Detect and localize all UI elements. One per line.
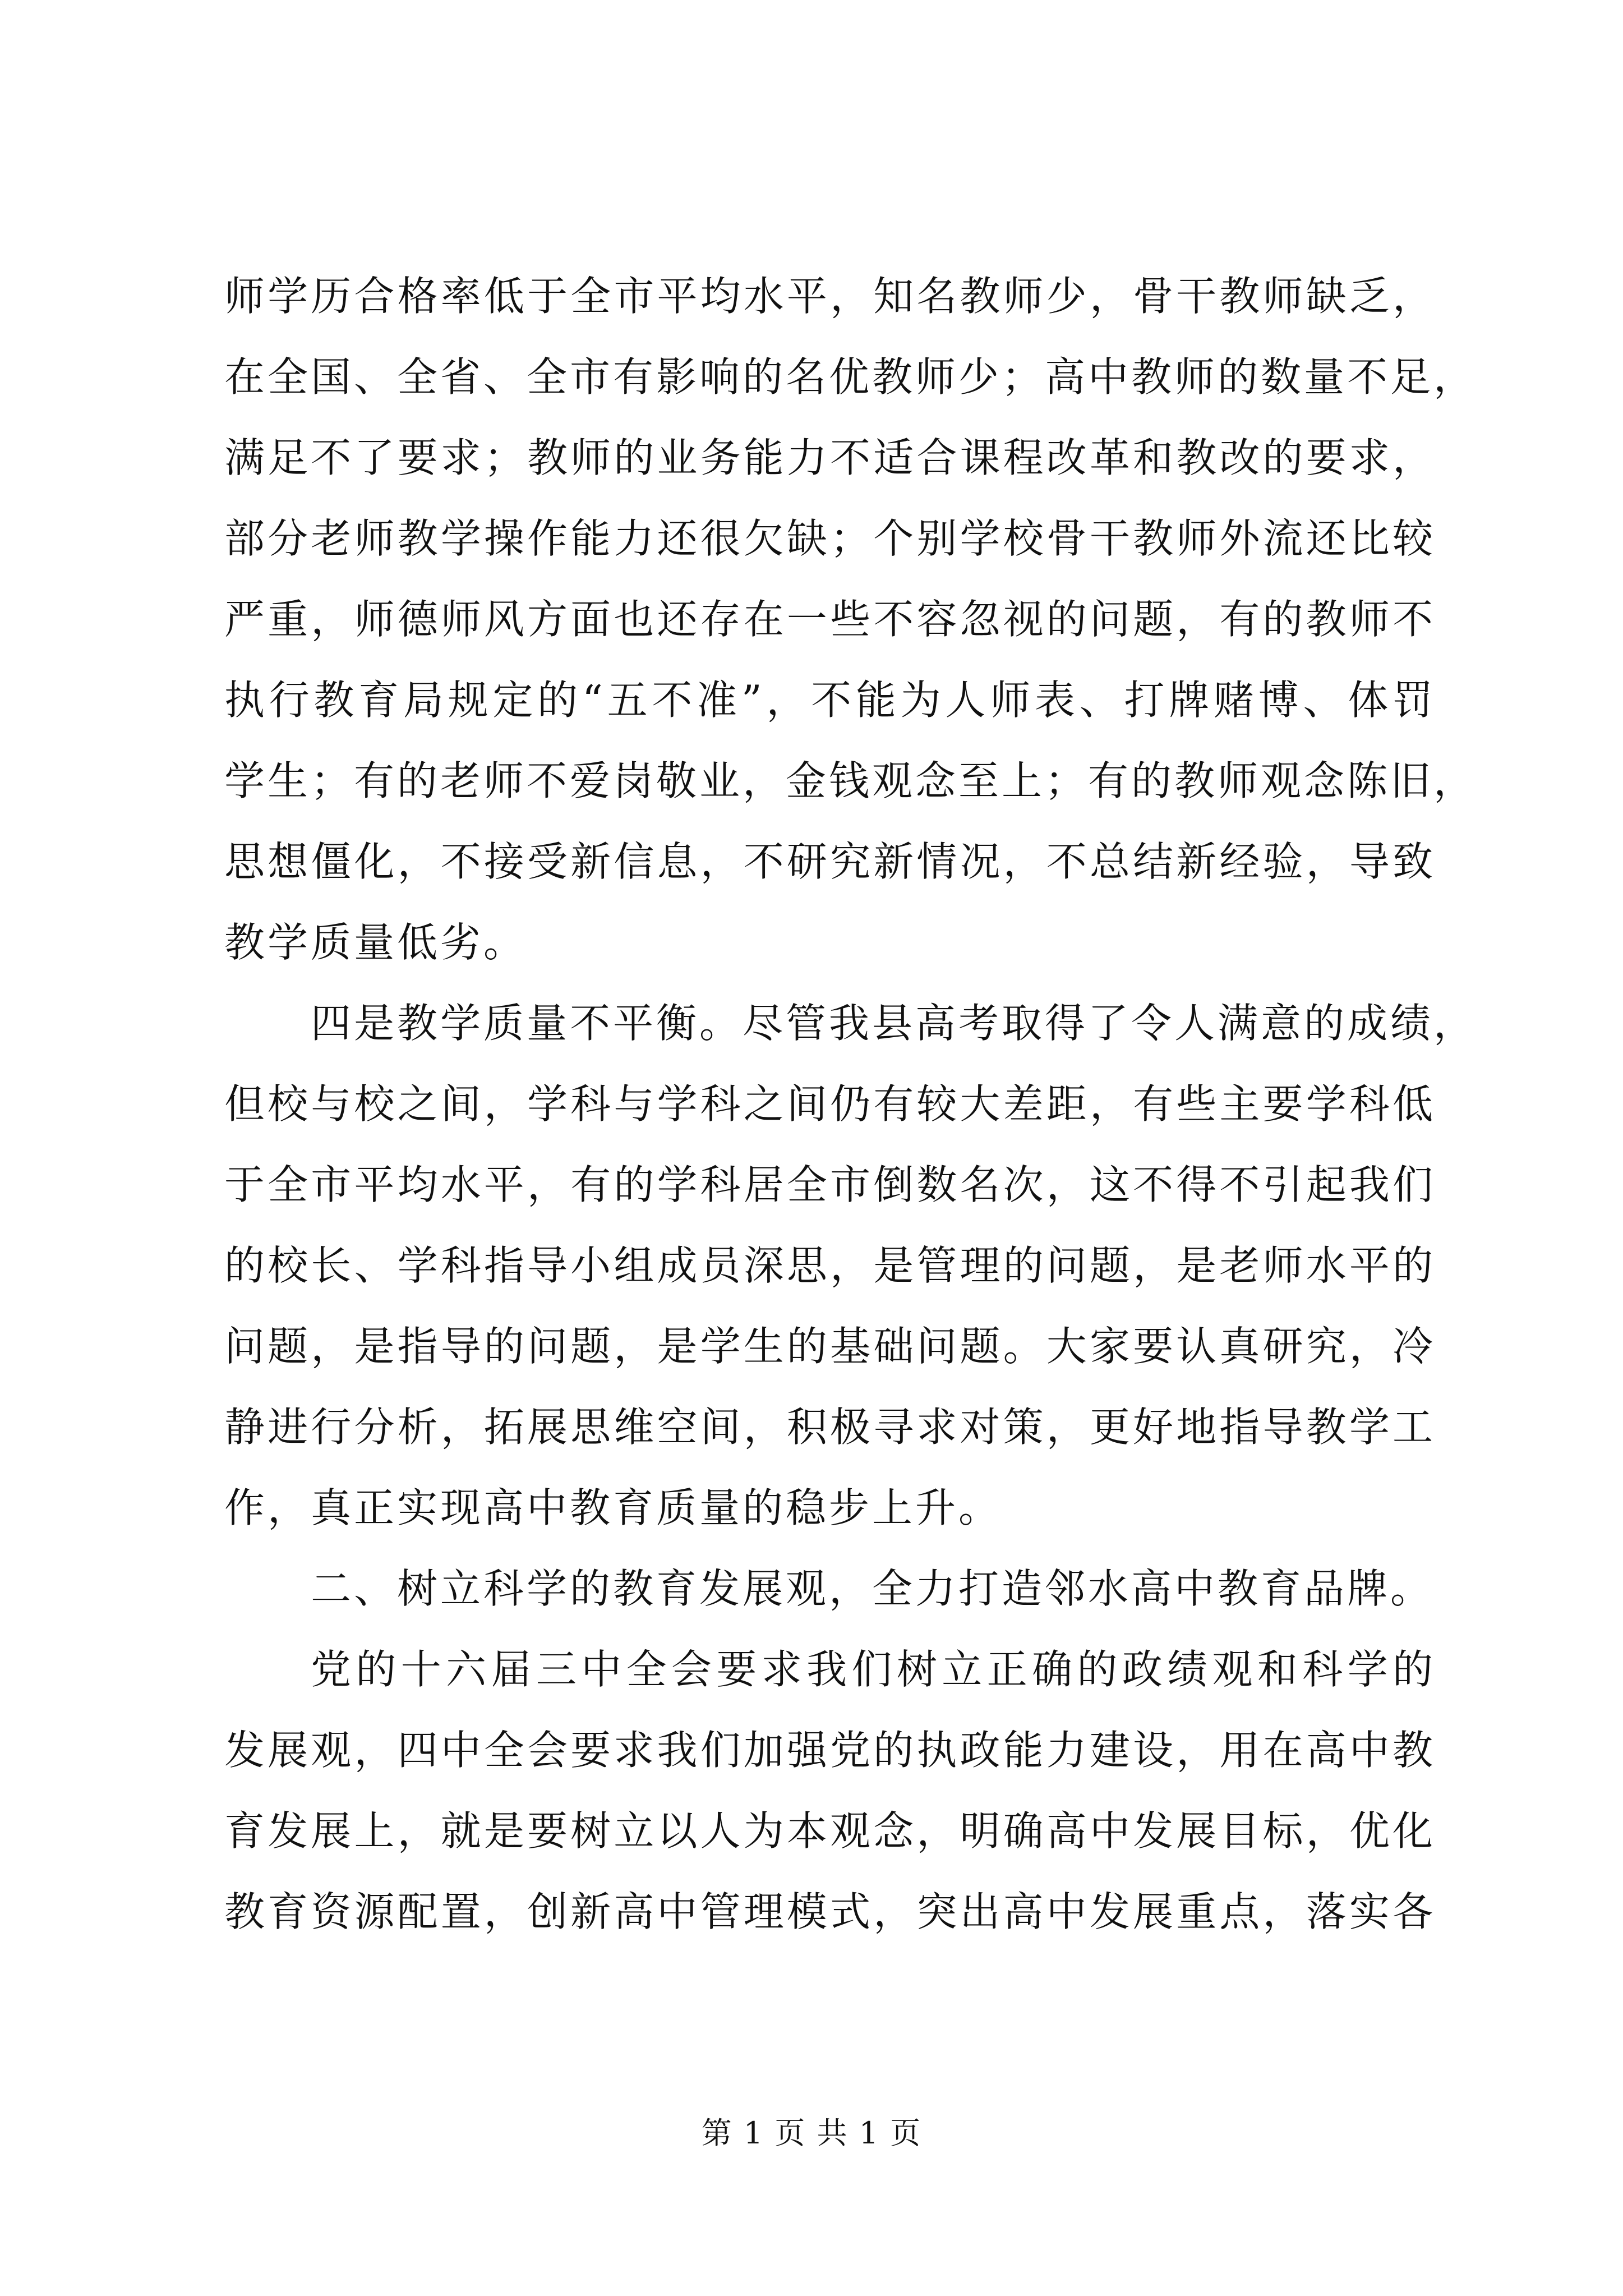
text-line: 教育资源配置，创新高中管理模式，突出高中发展重点，落实各 <box>224 1888 1436 1935</box>
text-line: 问题，是指导的问题，是学生的基础问题。大家要认真研究，冷 <box>224 1323 1436 1370</box>
page-footer: 第 1 页 共 1 页 <box>701 2115 922 2151</box>
text-line: 思想僵化，不接受新信息，不研究新情况，不总结新经验，导致 <box>224 838 1436 885</box>
text-line: 但校与校之间，学科与学科之间仍有较大差距，有些主要学科低 <box>224 1080 1436 1128</box>
text-line: 于全市平均水平，有的学科居全市倒数名次，这不得不引起我们 <box>224 1161 1436 1208</box>
text-line: 严重，师德师风方面也还存在一些不容忽视的问题，有的教师不 <box>224 596 1436 643</box>
paragraph-first-line: 四是教学质量不平衡。尽管我县高考取得了令人满意的成绩， <box>311 1000 1477 1047</box>
text-line: 的校长、学科指导小组成员深思，是管理的问题，是老师水平的 <box>224 1242 1436 1289</box>
text-line: 执行教育局规定的“五不准”，不能为人师表、打牌赌博、体罚 <box>224 677 1436 724</box>
text-line: 学生；有的老师不爱岗敬业，金钱观念至上；有的教师观念陈旧， <box>224 757 1477 804</box>
text-line: 静进行分析，拓展思维空间，积极寻求对策，更好地指导教学工 <box>224 1404 1436 1451</box>
text-line: 师学历合格率低于全市平均水平，知名教师少，骨干教师缺乏， <box>224 273 1436 320</box>
text-line: 满足不了要求；教师的业务能力不适合课程改革和教改的要求， <box>224 434 1436 481</box>
text-line: 部分老师教学操作能力还很欠缺；个别学校骨干教师外流还比较 <box>224 515 1436 562</box>
section-heading: 二、树立科学的教育发展观，全力打造邻水高中教育品牌。 <box>311 1565 1434 1612</box>
text-line: 作，真正实现高中教育质量的稳步上升。 <box>224 1484 1002 1531</box>
text-line: 发展观，四中全会要求我们加强党的执政能力建设，用在高中教 <box>224 1727 1436 1774</box>
text-line: 育发展上，就是要树立以人为本观念，明确高中发展目标，优化 <box>224 1807 1436 1855</box>
text-line: 教学质量低劣。 <box>224 919 527 966</box>
document-body <box>224 256 1477 1952</box>
text-line: 在全国、全省、全市有影响的名优教师少；高中教师的数量不足， <box>224 353 1477 401</box>
paragraph-first-line: 党的十六届三中全会要求我们树立正确的政绩观和科学的 <box>311 1646 1436 1693</box>
